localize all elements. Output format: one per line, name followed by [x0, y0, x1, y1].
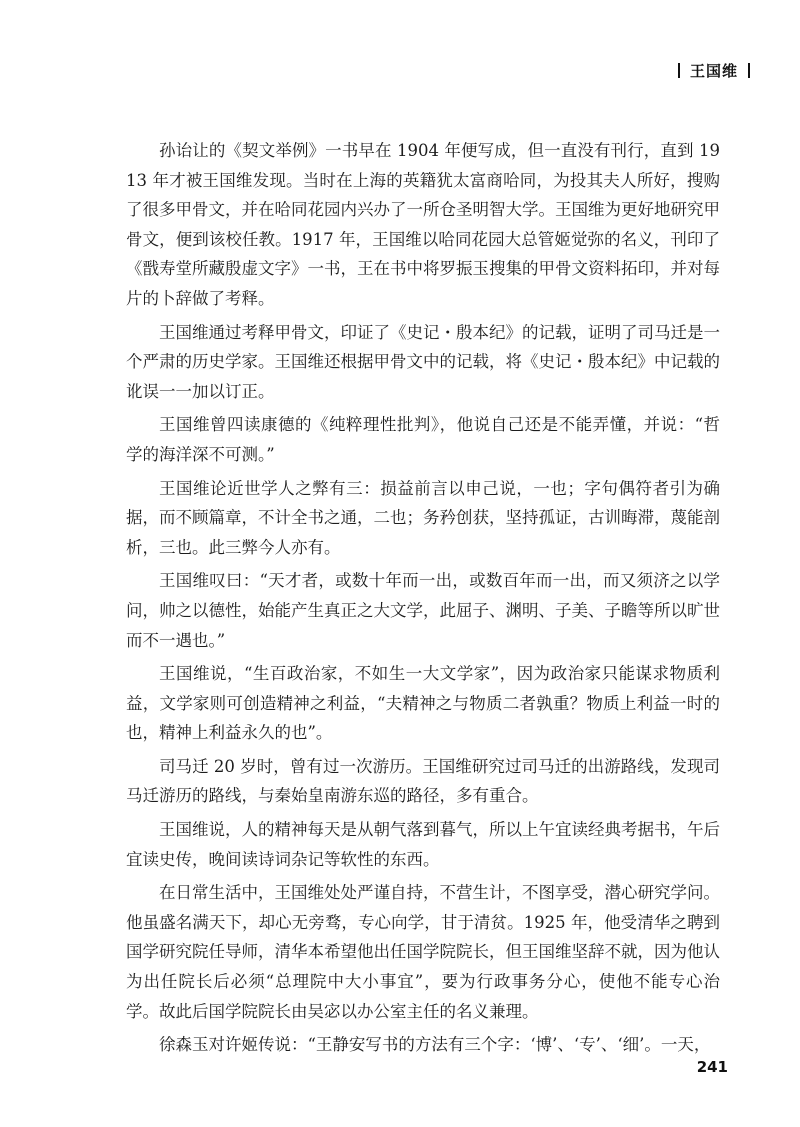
paragraph-10: 徐森玉对许姬传说：“王静安写书的方法有三个字：‘博’、‘专’、‘细’。一天， — [159, 1035, 711, 1055]
header-left-rule — [678, 63, 680, 78]
paragraph-2: 王国维通过考释甲骨文，印证了《史记・殷本纪》的记载，证明了司马迁是一个严肃的历史学家。王国维还根据甲骨文中的记载，将《史记・殷本纪》中记载的讹误一一加以订正。 — [126, 322, 720, 401]
running-header — [668, 60, 760, 81]
paragraph-5: 王国维叹曰：“天才者，或数十年而一出，或数百年而一出，而又须济之以学问，帅之以德性，始能产生真正之大文学，此屈子、渊明、子美、子瞻等所以旷世而不一遇也。” — [126, 571, 720, 650]
body-text — [126, 136, 720, 1064]
paragraph-9: 在日常生活中，王国维处处严谨自持，不营生计，不图享受，潜心研究学问。他虽盛名满天下，却心无旁骛，专心向学，甘于清贫。1925 年，他受清华之聘到国学研究院任导师，清华本希望他出任国学院院长，但王国维坚辞不就，因为他认为出任院长后必须“总理院中大小事宜”，要为行政事务分心，使他不能专心治学。故此后国学院院长由吴宓以办公室主任的名义兼理。 — [126, 883, 720, 1021]
page-number: 241 — [696, 1058, 728, 1076]
paragraph-1: 孙诒让的《契文举例》一书早在 1904 年便写成，但一直没有刊行，直到 1913 年才被王国维发现。当时在上海的英籍犹太富商哈同，为投其夫人所好，搜购了很多甲骨文，并在哈同花园内兴办了一所仓圣明智大学。王国维为更好地研究甲骨文，便到该校任教。1917 年，王国维以哈同花园大总管姬觉弥的名义，刊印了《戬寿堂所藏殷虚文字》一书，王在书中将罗振玉搜集的甲骨文资料拓印，并对每片的卜辞做了考释。 — [126, 141, 720, 308]
paragraph-7: 司马迁 20 岁时，曾有过一次游历。王国维研究过司马迁的出游路线，发现司马迁游历的路线，与秦始皇南游东巡的路径，多有重合。 — [126, 756, 720, 806]
paragraph-3: 王国维曾四读康德的《纯粹理性批判》，他说自己还是不能弄懂，并说：“哲学的海洋深不可测。” — [126, 415, 720, 464]
header-right-rule — [748, 63, 750, 78]
header-section-title: 王国维 — [689, 62, 738, 80]
paragraph-4: 王国维论近世学人之弊有三：损益前言以申己说，一也；字句偶符者引为确据，而不顾篇章，不计全书之通，二也；务矜创获，坚持孤证，古训晦滞，蔑能剖析，三也。此三弊今人亦有。 — [126, 478, 720, 557]
paragraph-8: 王国维说，人的精神每天是从朝气落到暮气，所以上午宜读经典考据书，午后宜读史传，晚间读诗词杂记等软性的东西。 — [126, 820, 720, 869]
paragraph-6: 王国维说，“生百政治家，不如生一大文学家”，因为政治家只能谋求物质利益，文学家则可创造精神之利益，“夫精神之与物质二者孰重？物质上利益一时的也，精神上利益永久的也”。 — [126, 664, 720, 743]
